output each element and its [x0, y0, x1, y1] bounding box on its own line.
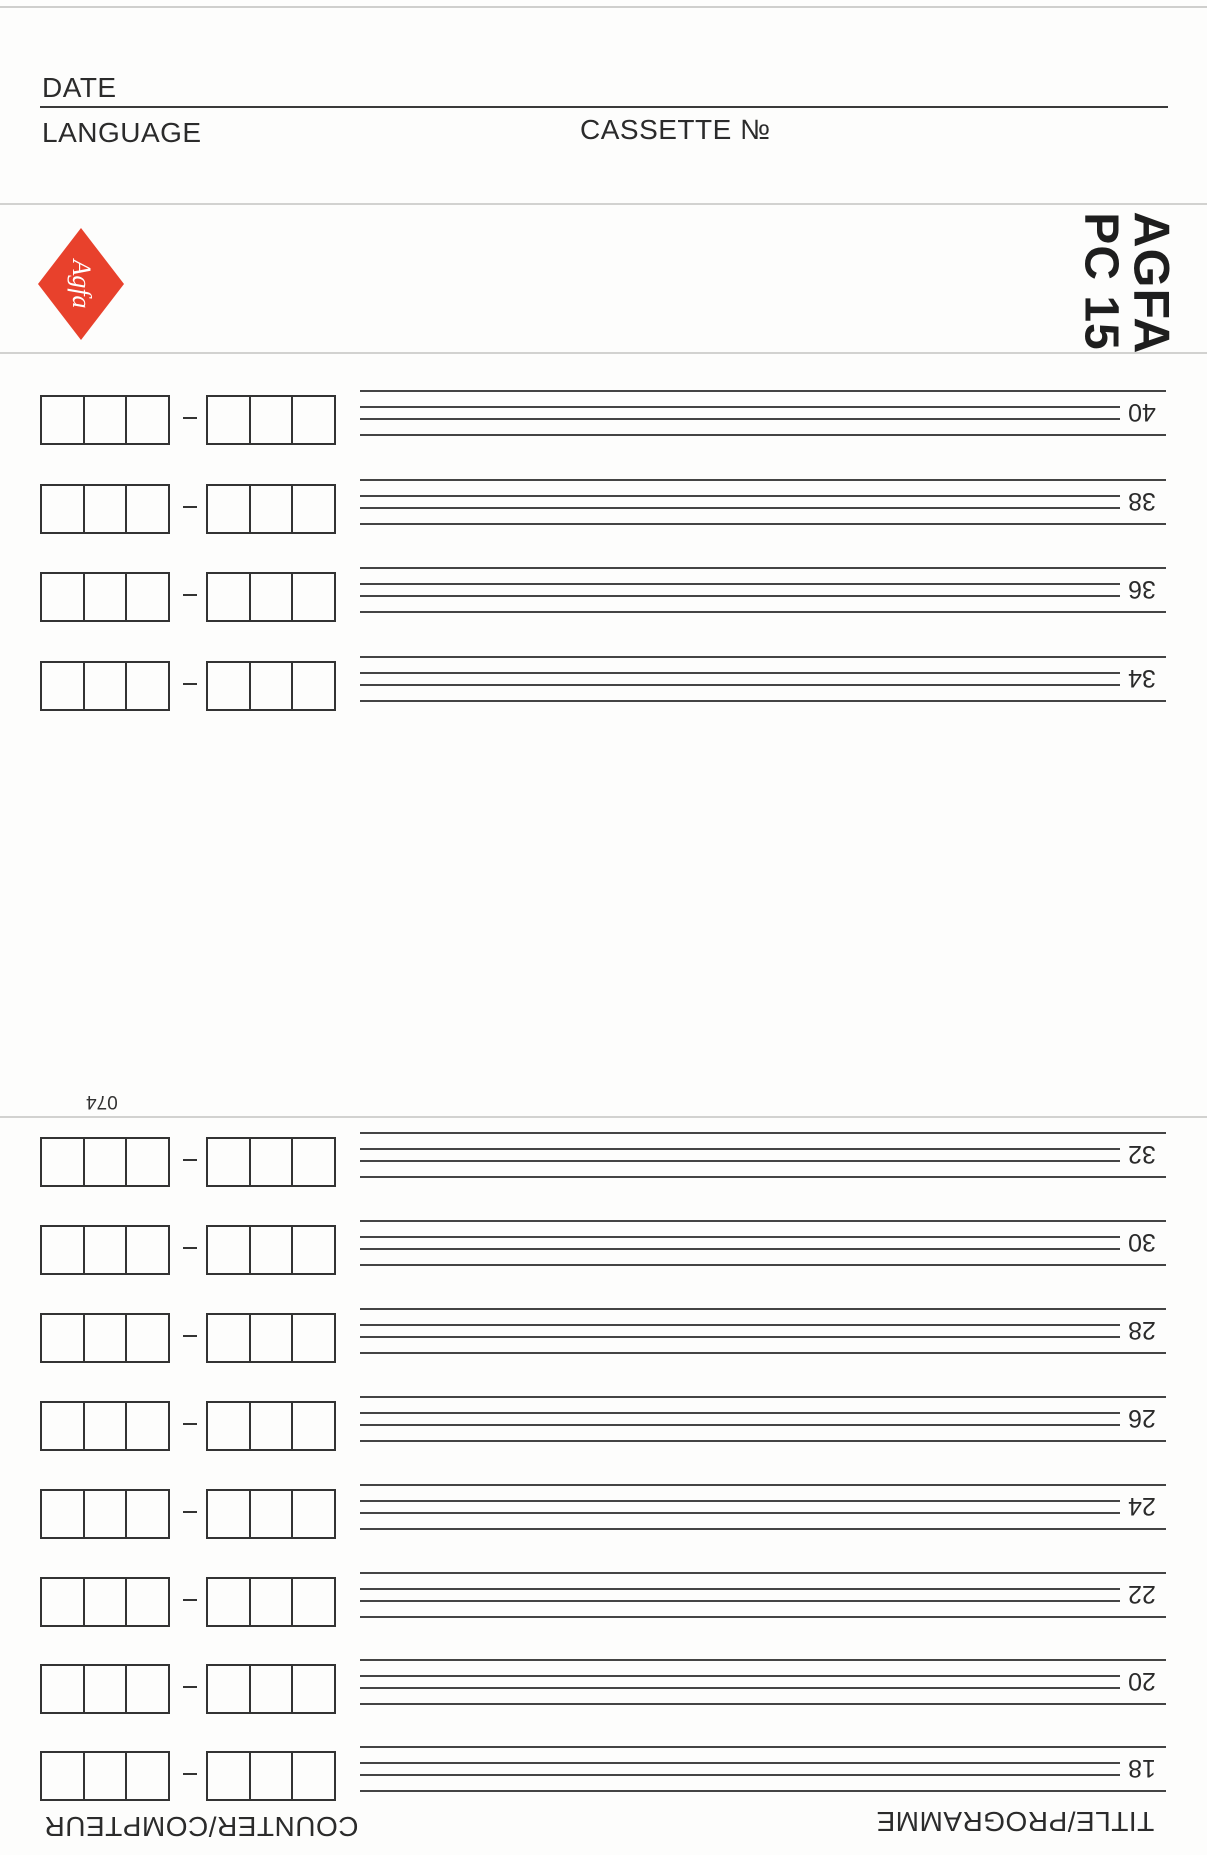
counter-digit-box[interactable]	[293, 486, 334, 532]
counter-dash	[183, 1686, 197, 1688]
track-number: 24	[1128, 1492, 1156, 1520]
counter-dash	[183, 1335, 197, 1337]
writing-line	[360, 1774, 1120, 1776]
counter-digit-box[interactable]	[85, 574, 128, 620]
counter-boxes[interactable]	[40, 661, 340, 711]
writing-line	[360, 672, 1120, 674]
writing-line	[360, 1572, 1166, 1574]
counter-boxes[interactable]	[40, 1577, 340, 1627]
counter-digit-box[interactable]	[42, 1139, 85, 1185]
writing-line	[360, 684, 1120, 686]
counter-dash	[183, 594, 197, 596]
print-code: 074	[86, 1091, 118, 1112]
counter-start-boxes[interactable]	[40, 1137, 170, 1187]
writing-line	[360, 1675, 1120, 1677]
fold-line-top	[0, 203, 1207, 205]
counter-digit-box[interactable]	[251, 397, 294, 443]
title-row[interactable]	[360, 1396, 1166, 1446]
writing-line	[360, 1308, 1166, 1310]
counter-digit-box[interactable]	[293, 1227, 334, 1273]
writing-line	[360, 1396, 1166, 1398]
writing-line	[360, 1616, 1166, 1618]
date-line	[40, 106, 1168, 108]
track-number: 30	[1128, 1228, 1156, 1256]
counter-digit-box[interactable]	[251, 1579, 294, 1625]
counter-start-boxes[interactable]	[40, 1313, 170, 1363]
cassette-number-label: CASSETTE №	[580, 114, 771, 145]
writing-line	[360, 523, 1166, 525]
title-row[interactable]	[360, 1572, 1166, 1622]
counter-dash	[183, 1247, 197, 1249]
language-label: LANGUAGE	[42, 117, 202, 148]
writing-line	[360, 1440, 1166, 1442]
writing-line	[360, 1424, 1120, 1426]
counter-start-boxes[interactable]	[40, 661, 170, 711]
writing-line	[360, 495, 1120, 497]
counter-boxes[interactable]	[40, 395, 340, 445]
counter-dash	[183, 1773, 197, 1775]
counter-digit-box[interactable]	[127, 1491, 168, 1537]
counter-digit-box[interactable]	[293, 1315, 334, 1361]
counter-digit-box[interactable]	[293, 1753, 334, 1799]
counter-boxes[interactable]	[40, 1225, 340, 1275]
counter-digit-box[interactable]	[127, 1666, 168, 1712]
title-row[interactable]	[360, 390, 1166, 440]
counter-dash	[183, 1599, 197, 1601]
counter-digit-box[interactable]	[42, 397, 85, 443]
counter-digit-box[interactable]	[127, 1753, 168, 1799]
counter-digit-box[interactable]	[251, 1666, 294, 1712]
writing-line	[360, 700, 1166, 702]
writing-line	[360, 1588, 1120, 1590]
writing-line	[360, 1659, 1166, 1661]
counter-digit-box[interactable]	[85, 1666, 128, 1712]
counter-digit-box[interactable]	[251, 1753, 294, 1799]
counter-end-boxes[interactable]	[206, 484, 336, 534]
counter-digit-box[interactable]	[251, 1315, 294, 1361]
title-row[interactable]	[360, 1308, 1166, 1358]
writing-line	[360, 1324, 1120, 1326]
counter-label: COUNTER/COMPTEUR	[44, 1811, 359, 1842]
counter-boxes[interactable]	[40, 484, 340, 534]
counter-digit-box[interactable]	[293, 574, 334, 620]
counter-start-boxes[interactable]	[40, 1225, 170, 1275]
writing-line	[360, 1412, 1120, 1414]
counter-digit-box[interactable]	[208, 663, 251, 709]
counter-end-boxes[interactable]	[206, 1489, 336, 1539]
writing-line	[360, 390, 1166, 392]
counter-digit-box[interactable]	[208, 1227, 251, 1273]
counter-boxes[interactable]	[40, 1313, 340, 1363]
counter-end-boxes[interactable]	[206, 572, 336, 622]
counter-digit-box[interactable]	[293, 1139, 334, 1185]
counter-digit-box[interactable]	[208, 1579, 251, 1625]
counter-digit-box[interactable]	[293, 1666, 334, 1712]
writing-line	[360, 1790, 1166, 1792]
counter-digit-box[interactable]	[42, 1403, 85, 1449]
counter-boxes[interactable]	[40, 1664, 340, 1714]
writing-line	[360, 1600, 1120, 1602]
writing-line	[360, 1528, 1166, 1530]
counter-digit-box[interactable]	[127, 1579, 168, 1625]
counter-digit-box[interactable]	[127, 1403, 168, 1449]
writing-line	[360, 1220, 1166, 1222]
counter-digit-box[interactable]	[85, 486, 128, 532]
counter-digit-box[interactable]	[293, 397, 334, 443]
fold-line-middle	[0, 1116, 1207, 1118]
writing-line	[360, 1352, 1166, 1354]
counter-digit-box[interactable]	[127, 1315, 168, 1361]
writing-line	[360, 1148, 1120, 1150]
writing-line	[360, 1762, 1120, 1764]
counter-digit-box[interactable]	[85, 1227, 128, 1273]
writing-line	[360, 507, 1120, 509]
writing-line	[360, 406, 1120, 408]
counter-digit-box[interactable]	[208, 1139, 251, 1185]
writing-line	[360, 1703, 1166, 1705]
writing-line	[360, 1160, 1120, 1162]
counter-digit-box[interactable]	[127, 574, 168, 620]
writing-line	[360, 567, 1166, 569]
counter-start-boxes[interactable]	[40, 1401, 170, 1451]
counter-digit-box[interactable]	[127, 1139, 168, 1185]
counter-dash	[183, 417, 197, 419]
counter-digit-box[interactable]	[127, 397, 168, 443]
writing-line	[360, 1512, 1120, 1514]
counter-end-boxes[interactable]	[206, 1751, 336, 1801]
counter-digit-box[interactable]	[42, 1753, 85, 1799]
writing-line	[360, 418, 1120, 420]
counter-digit-box[interactable]	[85, 1491, 128, 1537]
track-number: 34	[1128, 664, 1156, 692]
writing-line	[360, 434, 1166, 436]
counter-digit-box[interactable]	[85, 1403, 128, 1449]
counter-digit-box[interactable]	[42, 1666, 85, 1712]
writing-line	[360, 611, 1166, 613]
counter-end-boxes[interactable]	[206, 395, 336, 445]
writing-line	[360, 1236, 1120, 1238]
title-row[interactable]	[360, 1659, 1166, 1709]
counter-digit-box[interactable]	[85, 397, 128, 443]
brand-name: AGFA	[1123, 211, 1180, 355]
counter-start-boxes[interactable]	[40, 484, 170, 534]
counter-dash	[183, 1511, 197, 1513]
agfa-logo-text: Agfa	[67, 259, 96, 309]
counter-digit-box[interactable]	[85, 1315, 128, 1361]
track-number: 20	[1128, 1667, 1156, 1695]
title-label: TITLE/PROGRAMME	[876, 1806, 1155, 1837]
counter-end-boxes[interactable]	[206, 661, 336, 711]
track-number: 36	[1128, 575, 1156, 603]
track-number: 32	[1128, 1140, 1156, 1168]
counter-start-boxes[interactable]	[40, 572, 170, 622]
counter-digit-box[interactable]	[85, 1753, 128, 1799]
counter-end-boxes[interactable]	[206, 1313, 336, 1363]
writing-line	[360, 1484, 1166, 1486]
counter-digit-box[interactable]	[208, 486, 251, 532]
writing-line	[360, 1248, 1120, 1250]
counter-digit-box[interactable]	[208, 574, 251, 620]
counter-dash	[183, 683, 197, 685]
counter-digit-box[interactable]	[293, 1491, 334, 1537]
counter-start-boxes[interactable]	[40, 1664, 170, 1714]
counter-digit-box[interactable]	[293, 1403, 334, 1449]
counter-digit-box[interactable]	[208, 1315, 251, 1361]
counter-digit-box[interactable]	[251, 663, 294, 709]
title-row[interactable]	[360, 1746, 1166, 1796]
track-number: 26	[1128, 1404, 1156, 1432]
counter-digit-box[interactable]	[127, 486, 168, 532]
fold-line-bottom	[0, 352, 1207, 354]
counter-dash	[183, 506, 197, 508]
counter-digit-box[interactable]	[42, 663, 85, 709]
top-edge	[0, 6, 1207, 8]
date-label: DATE	[42, 72, 117, 103]
counter-digit-box[interactable]	[251, 1403, 294, 1449]
counter-digit-box[interactable]	[208, 1403, 251, 1449]
counter-digit-box[interactable]	[42, 574, 85, 620]
title-row[interactable]	[360, 656, 1166, 706]
writing-line	[360, 1336, 1120, 1338]
counter-digit-box[interactable]	[85, 1579, 128, 1625]
brand-model: PC 15	[1074, 212, 1128, 351]
counter-digit-box[interactable]	[42, 486, 85, 532]
counter-digit-box[interactable]	[208, 1753, 251, 1799]
writing-line	[360, 583, 1120, 585]
counter-digit-box[interactable]	[293, 663, 334, 709]
counter-boxes[interactable]	[40, 1137, 340, 1187]
counter-end-boxes[interactable]	[206, 1225, 336, 1275]
agfa-logo	[38, 228, 124, 340]
title-row[interactable]	[360, 567, 1166, 617]
track-number: 28	[1128, 1316, 1156, 1344]
writing-line	[360, 1500, 1120, 1502]
counter-digit-box[interactable]	[251, 486, 294, 532]
counter-end-boxes[interactable]	[206, 1137, 336, 1187]
counter-digit-box[interactable]	[127, 663, 168, 709]
counter-digit-box[interactable]	[42, 1315, 85, 1361]
counter-digit-box[interactable]	[42, 1579, 85, 1625]
counter-digit-box[interactable]	[127, 1227, 168, 1273]
counter-dash	[183, 1423, 197, 1425]
writing-line	[360, 595, 1120, 597]
title-row[interactable]	[360, 1484, 1166, 1534]
counter-digit-box[interactable]	[251, 1227, 294, 1273]
counter-digit-box[interactable]	[42, 1491, 85, 1537]
counter-digit-box[interactable]	[208, 1666, 251, 1712]
counter-start-boxes[interactable]	[40, 1577, 170, 1627]
counter-boxes[interactable]	[40, 1751, 340, 1801]
track-number: 40	[1128, 398, 1156, 426]
counter-boxes[interactable]	[40, 1401, 340, 1451]
counter-digit-box[interactable]	[251, 1139, 294, 1185]
writing-line	[360, 1176, 1166, 1178]
counter-digit-box[interactable]	[251, 574, 294, 620]
counter-digit-box[interactable]	[85, 1139, 128, 1185]
counter-digit-box[interactable]	[208, 397, 251, 443]
title-row[interactable]	[360, 479, 1166, 529]
writing-line	[360, 1132, 1166, 1134]
counter-digit-box[interactable]	[251, 1491, 294, 1537]
title-row[interactable]	[360, 1220, 1166, 1270]
writing-line	[360, 1264, 1166, 1266]
counter-digit-box[interactable]	[42, 1227, 85, 1273]
counter-start-boxes[interactable]	[40, 395, 170, 445]
track-number: 22	[1128, 1580, 1156, 1608]
writing-line	[360, 1687, 1120, 1689]
writing-line	[360, 1746, 1166, 1748]
brand-mark	[1068, 210, 1180, 355]
counter-start-boxes[interactable]	[40, 1489, 170, 1539]
track-number: 18	[1128, 1754, 1156, 1782]
counter-start-boxes[interactable]	[40, 1751, 170, 1801]
counter-digit-box[interactable]	[85, 663, 128, 709]
counter-digit-box[interactable]	[208, 1491, 251, 1537]
counter-boxes[interactable]	[40, 572, 340, 622]
counter-end-boxes[interactable]	[206, 1664, 336, 1714]
writing-line	[360, 656, 1166, 658]
counter-boxes[interactable]	[40, 1489, 340, 1539]
writing-line	[360, 479, 1166, 481]
counter-end-boxes[interactable]	[206, 1577, 336, 1627]
counter-digit-box[interactable]	[293, 1579, 334, 1625]
track-number: 38	[1128, 487, 1156, 515]
counter-end-boxes[interactable]	[206, 1401, 336, 1451]
title-row[interactable]	[360, 1132, 1166, 1182]
counter-dash	[183, 1159, 197, 1161]
